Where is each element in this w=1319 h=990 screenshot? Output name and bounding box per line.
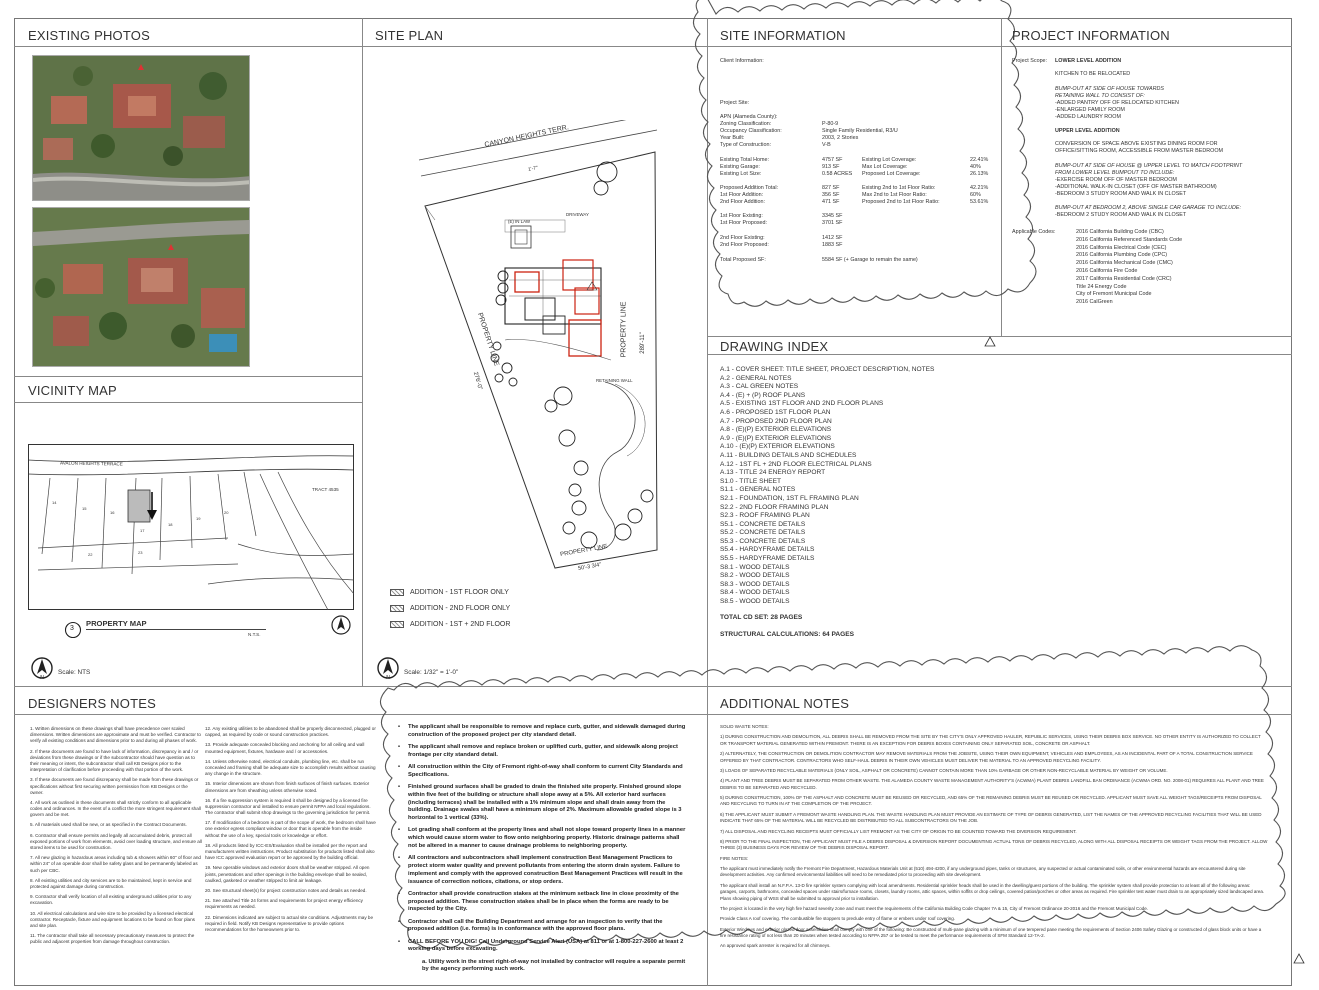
legend-label: ADDITION - 1ST + 2ND FLOOR [410, 621, 511, 628]
site-plan-drawing [365, 120, 705, 590]
drawing-index-title: DRAWING INDEX [720, 339, 829, 354]
site-info-key: Occupancy Classification: [720, 128, 782, 134]
aerial-photo-1 [32, 55, 250, 201]
property-map-number: 3 [70, 625, 74, 632]
drawing-index-item: A.1 - COVER SHEET: TITLE SHEET, PROJECT DESCRIPTION, NOTES [720, 366, 935, 373]
designers-note: 18. All products listed by ICC-ES/Evaluation shall be installed per the report and manufacturers written instructions. Product substitution for products listed shall also have ICC approved evaluation report or be approved by the building official. [205, 842, 375, 861]
legend-swatch [390, 605, 404, 612]
site-info-key-2: Proposed 2nd to 1st Floor Ratio: [862, 199, 940, 205]
vicinity-map-title: VICINITY MAP [28, 383, 117, 398]
additional-note: 5) DURING CONSTRUCTION, 100% OF THE ASPHALT AND CONCRETE MUST BE REUSED OR RECYCLED, AND 65% OF THE REMAINING DEBRIS MUST BE REUSED OR RECYCLED. APPLICANT MUST SAVE ALL WEIGHT TAGS/RECEIPTS FROM DISPOSAL AND RECYCLING TO TURN IN AT THE COMPLETION OF THE PROJECT. [720, 795, 1262, 807]
drawing-index-item: S5.2 - CONCRETE DETAILS [720, 529, 806, 537]
svg-text:18: 18 [168, 522, 173, 527]
upper-level-line-9: -BEDROOM 2 STUDY ROOM AND WALK IN CLOSET [1055, 212, 1187, 218]
site-info-key-2: Existing 2nd to 1st Floor Ratio: [862, 185, 936, 191]
additional-note: 8) PRIOR TO THE FINAL INSPECTION, THE APPLICANT MUST FILE A DEBRIS DISPOSAL & DIVERSION REPORT DOCUMENTING ACTUAL TONS OF DEBRIS RECYCLED, ALONG WITH ALL DISPOSAL RECEIPTS OR WEIGHT TAGS FROM THE PROJECT. ALLOW THREE (3) BUSINESS DAYS FOR REVIEW OF THE DEBRIS DISPOSAL REPORT. [720, 838, 1268, 851]
upper-level-line-5: -EXERCISE ROOM OFF OF MASTER BEDROOM [1055, 177, 1177, 183]
svg-text:N: N [386, 675, 390, 680]
designers-note: 4. All work as outlined in these documents shall strictly conform to all applicable codes and ordinances. In the event of a conflict the more stringent requirement shall govern and be met. [30, 799, 201, 818]
designers-note-bullet: • Lot grading shall conform at the property lines and shall not slope toward property lines in a manner which would cause storm water to flow onto neighboring property. Historic drainage patterns shall not be altered in a manner to cause drainage problems to neighboring property. [398, 827, 686, 850]
site-info-key-2: Existing Lot Coverage: [862, 157, 917, 163]
site-info-key: Type of Construction: [720, 142, 771, 148]
designers-note: 21. See attached Title 24 forms and requirements for project energy efficiency requirements as needed. [205, 898, 363, 910]
applicable-code-item: 2016 California Building Code (CBC) [1076, 229, 1164, 235]
legend-label: ADDITION - 1ST FLOOR ONLY [410, 589, 509, 596]
legend-label: ADDITION - 2ND FLOOR ONLY [410, 605, 511, 612]
designers-note-sub-bullet: a. Utility work in the street right-of-way not installed by contractor will require a separate permit by the agency performing such work. [422, 958, 686, 973]
drawing-index-list [720, 366, 934, 607]
additional-notes-body [720, 724, 1268, 954]
designers-note-bullet: • The applicant shall remove and replace broken or uplifted curb, gutter, and sidewalk along project frontage per city standard detail. [398, 744, 686, 760]
site-info-key-2: Proposed Lot Coverage: [862, 171, 921, 177]
site-info-key: Existing Garage: [720, 164, 760, 170]
site-info-key: 2nd Floor Addition: [720, 199, 765, 205]
applicable-code-item: 2016 California Plumbing Code (CPC) [1076, 252, 1168, 259]
designers-note: 19. New operable windows and exterior doors shall be weather stripped. All open joints, penetrations and other openings in the building envelope shall be sealed, caulked, gasketed or weather stripped to limit air leakage. [205, 865, 370, 883]
svg-text:19: 19 [196, 516, 201, 521]
vicinity-map-street: AVALON HEIGHTS TERRACE [59, 460, 123, 467]
lower-level-line-2: BUMP-OUT AT SIDE OF HOUSE TOWARDS [1055, 86, 1165, 92]
designers-note-bullet: • CALL BEFORE YOU DIG! Call Underground Service Alert (USA) at 811 or at 1-800-227-2600 at least 2 working days before excavating. [398, 939, 686, 955]
designers-note: 8. All existing utilities and city services are to be maintained, kept in service and protected against damage during construction. [30, 877, 192, 889]
drawing-index-item: A.13 - TITLE 24 ENERGY REPORT [720, 469, 826, 477]
drawing-index-item: A.12 - 1ST FL + 2ND FLOOR ELECTRICAL PLANS [720, 460, 872, 468]
designers-note: 14. Unless otherwise noted, electrical conduits, plumbing line, etc. shall be run concealed and framing shall be adequate size to accomplish results without causing any change in the structure. [205, 758, 376, 777]
lower-level-line-5: -ENLARGED FAMILY ROOM [1055, 107, 1125, 113]
site-info-value: Single Family Residential, R3/U [822, 128, 898, 134]
drawing-index-item: A.9 - (E)(P) EXTERIOR ELEVATIONS [720, 434, 832, 442]
site-info-key: 2nd Floor Proposed: [720, 242, 769, 248]
drawing-index-item: S5.1 - CONCRETE DETAILS [720, 520, 806, 528]
upper-level-line-7: -BEDROOM 3 STUDY ROOM AND WALK IN CLOSET [1055, 191, 1187, 197]
site-info-value-2: 26.13% [970, 171, 989, 177]
designers-notes-col-2 [205, 726, 377, 937]
site-plan-property-line-left: PROPERTY LINE [475, 311, 500, 368]
site-info-value: V-B [822, 142, 831, 148]
site-info-value: P-80-9 [822, 121, 839, 127]
site-info-value-2: 40% [970, 164, 981, 170]
site-information-title: SITE INFORMATION [720, 28, 846, 43]
designers-note: 15. Interior dimensions are shown from finish surfaces of finish surfaces. Exterior dimensions are from sheathing unless otherwise noted. [205, 781, 370, 793]
designers-note: 16. If a fire suppression system is required it shall be designed by a licensed fire suppression contractor and installed to ensure permit NFPA and local regulations. The contractor shall submit shop drawings to the governing jurisdiction for permit. [205, 797, 371, 816]
site-info-key: Proposed Addition Total: [720, 185, 779, 191]
designers-notes-bullets [398, 724, 686, 974]
designers-note: 12. Any existing utilities to be abandoned shall be properly disconnected, plugged or capped, as required by code or sound construction practices. [205, 726, 376, 738]
total-proposed-sf-value: 5584 SF (+ Garage to remain the same) [822, 257, 918, 263]
additional-note: Provide Class A roof covering. The combustible fire stoppers to preclude entry of flame or embers under roof covering. [720, 916, 956, 922]
drawing-index-item: S2.1 - FOUNDATION, 1ST FL FRAMING PLAN [720, 494, 859, 502]
designers-note: 2. If these documents are found to have lack of information, discrepancy in and / or deviations from these drawings or if the subcontractor should have question as to their meaning or intent, the subcontractor shall call KB Designs prior to the interpretation of clarification before proceeding with that portion of the work. [30, 748, 199, 773]
additional-note: 1) DURING CONSTRUCTION AND DEMOLITION, ALL DEBRIS SHALL BE REMOVED FROM THE SITE BY THE CITY'S ONLY APPROVED HAULER, REPUBLIC SERVICES, USING THEIR DEBRIS BOX SERVICE. NO OTHER ENTITY IS AUTHORIZED TO COLLECT OR TRANSPORT MATERIAL GENERATED WITHIN FREMONT. THERE IS AN EXCEPTION FOR DEBRIS BOXES CONTAINING ONLY SEPARATED SOIL, CONCRETE OR ASPHALT. [720, 734, 1261, 746]
site-info-key: 1st Floor Proposed: [720, 220, 768, 226]
applicable-code-item: 2016 California Fire Code [1076, 268, 1138, 274]
additional-note: The applicant shall install an N.F.P.A. 13-D fire sprinkler system complying with local amendments. Residential sprinkler heads shall be used in the dwelling/guest portions of the building. The sprinkler system shall provide protection to at least all of the following areas: garages, carports, bathrooms, concealed spaces under stairs/furnace rooms, closets, laundry rooms, attic spaces, within soffits or drop ceilings, covered patios/porches or other areas as required. Fire sprinkler test water must drain to an appropriately sized landscaped area. Plans showing piping of WSS shall be submitted to approval prior to installation. [720, 882, 1265, 901]
site-info-key: 2nd Floor Existing: [720, 235, 765, 241]
vicinity-map-tract: TRACT 4535 [312, 487, 339, 492]
client-information-label: Client Information: [720, 58, 764, 64]
designers-note: 22. Dimensions indicated are subject to actual site conditions. Adjustments may be required in field. Notify KB Designs representative to provide options recommendations for the homeowners prior to. [205, 914, 374, 932]
applicable-code-item: 2016 California Electrical Code (CEC) [1076, 244, 1167, 251]
site-info-value: 0.58 ACRES [822, 171, 853, 177]
designers-note-bullet: • Finished ground surfaces shall be graded to drain the finished site properly. Finished ground slope within five feet of the building or structure shall slope away at a 5%. All exterior hard surfaces (including terraces) shall be installed with a 1% minimum slope and shall drain away from the building. Drainage swales shall have a minimum slope of 2%. Maximum allowable graded slope is 3 horizontal to 1 vertical (33%). [398, 784, 686, 823]
additional-note: An approved spark arrester is required for all chimneys. [720, 943, 831, 949]
site-info-value: 1883 SF [822, 242, 843, 248]
site-info-key: Year Built: [720, 135, 745, 141]
vicinity-north-arrow-icon [30, 656, 54, 680]
drawing-index-item: A.7 - PROPOSED 2ND FLOOR PLAN [720, 417, 832, 425]
site-info-value: 3345 SF [822, 213, 843, 219]
applicable-code-item: 2016 CalGreen [1076, 299, 1113, 306]
designers-note-bullet: • All construction within the City of Fremont right-of-way shall conform to current City Standards and Specifications. [398, 764, 686, 780]
additional-note: The applicant must immediately notify the Fremont Fire Department, Hazardous Materials Unit at (510) 494-4200, if any underground pipes, tanks or structures, any suspected or actual contaminated soils, or other environmental hazards are encountered during site development activities. Any confirmed environmental liabilities will need to be remediated prior to proceeding with site development. [720, 866, 1246, 878]
legend-item-2nd-floor [390, 605, 510, 612]
legend-item-both-floors [390, 621, 510, 628]
lower-level-line-6: -ADDED LAUNDRY ROOM [1055, 114, 1121, 120]
site-plan-property-line-right: PROPERTY LINE [620, 301, 628, 358]
designers-note: 1. Written dimensions on these drawings shall have precedence over scaled dimensions. Written dimensions are approximate and must be verified. Contractor to verify all existing conditions and dimensions prior to and during all phases of work. [30, 726, 201, 744]
legend-swatch [390, 621, 404, 628]
applicable-code-item: Title 24 Energy Code [1076, 283, 1127, 290]
site-info-value-2: 53.61% [970, 199, 989, 205]
drawing-index-item: S5.4 - HARDYFRAME DETAILS [720, 546, 815, 554]
designers-note: 3. If these documents are found discrepancy shall be made from these drawings or specifications without first securing written permission from KB Designs or the owner. [30, 777, 199, 795]
drawing-index-item: A.10 - (E)(P) EXTERIOR ELEVATIONS [720, 443, 835, 451]
site-plan-dim-left: 276'-0" [471, 371, 483, 391]
site-plan-title: SITE PLAN [375, 28, 444, 43]
upper-level-line-8: BUMP-OUT AT BEDROOM 2, ABOVE SINGLE CAR GARAGE TO INCLUDE: [1055, 205, 1242, 211]
site-plan-north-arrow-icon [376, 656, 400, 680]
site-plan-scale: Scale: 1/32" = 1'-0" [404, 669, 459, 676]
site-info-key: APN (Alameda County): [720, 114, 778, 120]
designers-note: 10. All electrical calculations and wire size to be provided by a licensed electrical contractor. Receptacle, fixture and equipment locations to be found on floor plans and site plan. [30, 910, 195, 928]
drawing-index-item: S8.2 - WOOD DETAILS [720, 572, 790, 580]
site-plan-driveway-label: DRIVEWAY [566, 212, 589, 217]
site-info-key: 1st Floor Existing: [720, 213, 763, 219]
drawing-index-item: S8.4 - WOOD DETAILS [720, 589, 790, 597]
designers-note: 9. Contractor shall verify location of all existing underground utilities prior to any excavation. [30, 894, 192, 906]
additional-note: FIRE NOTES: [720, 855, 749, 861]
lower-level-line-4: -ADDED PANTRY OFF OF RELOCATED KITCHEN [1055, 100, 1179, 106]
total-cd-set: TOTAL CD SET: 28 PAGES [720, 614, 803, 621]
structural-calculations: STRUCTURAL CALCULATIONS: 64 PAGES [720, 631, 855, 638]
aerial-photo-2 [32, 207, 250, 367]
site-info-value: 4757 SF [822, 157, 843, 163]
site-info-value: 827 SF [822, 185, 840, 191]
site-plan-dim-top: 1'-7" [527, 165, 539, 173]
upper-level-line-4: FROM LOWER LEVEL BUMPOUT TO INCLUDE: [1055, 170, 1175, 176]
svg-text:N: N [40, 675, 44, 680]
drawing-index-item: S1.0 - TITLE SHEET [720, 477, 782, 485]
additional-note: 3) LOADS OF SEPARATED RECYCLABLE MATERIALS (ONLY SOIL, ASPHALT OR CONCRETE) CANNOT CONTAIN MORE THAN 10% GARBAGE OR OTHER NON-RECYCLABLE MATERIAL BY WEIGHT OR VOLUME. [720, 767, 1168, 773]
site-info-value: 913 SF [822, 164, 840, 170]
additional-note: 2) ALTERNATELY, THE CONSTRUCTION OR DEMOLITION CONTRACTOR MAY REMOVE MATERIALS FROM THE JOBSITE, USING THEIR OWN EQUIPMENT, VEHICLES AND EMPLOYEES, AS AN INCIDENTAL PART OF A TOTAL CONSTRUCTION SERVICE OFFERED BY THAT CONTRACTOR. CONTRACTORS WHO SELF-HAUL DEBRIS IN THEIR OWN VEHICLES MUST DELIVER THE MATERIAL TO AN APPROVED RECYCLING FACILITY. [720, 751, 1253, 763]
total-proposed-sf-label: Total Proposed SF: [720, 257, 766, 263]
lower-level-title: LOWER LEVEL ADDITION [1055, 58, 1122, 64]
property-map-label: PROPERTY MAP [86, 619, 147, 628]
designers-note: 6. Contractor shall ensure permits and legally all accumulated debris, protect all exposed portions of work from elements, avoid over loading structure, and ensure all stored items to be used for construction. [30, 832, 202, 850]
site-plan-in-law-label: (E) IN LAW [508, 219, 531, 224]
drawing-index-item: A.8 - (E)(P) EXTERIOR ELEVATIONS [720, 426, 832, 434]
applicable-code-item: 2016 California Referenced Standards Code [1076, 236, 1183, 243]
upper-level-title: UPPER LEVEL ADDITION [1055, 128, 1120, 134]
applicable-code-item: City of Fremont Municipal Code [1076, 291, 1152, 298]
drawing-index-item: S2.2 - 2ND FLOOR FRAMING PLAN [720, 503, 829, 511]
designers-notes-title: DESIGNERS NOTES [28, 696, 156, 711]
additional-note: 6) THE APPLICANT MUST SUBMIT A FREMONT WASTE HANDLING PLAN. THE WASTE HANDLING PLAN MUST PROVIDE AN ESTIMATE OF TYPE OF DEBRIS GENERATED, LIST THE NAMES OF THE APPROVED RECYCLING FACILITIES THAT WILL BE USED INDICATE THAT 65% OF THE MATERIAL WILL BE RECYCLED BE DISTRIBUTED TO ALL SUBCONTRACTORS ON THE JOB. [720, 811, 1262, 824]
project-scope-label: Project Scope: [1012, 58, 1048, 64]
lower-level-line-3: RETAINING WALL TO CONSIST OF: [1055, 93, 1145, 99]
designers-note: 17. If modification of a bedroom is part of the scope of work, the bedroom shall have one exterior egress compliant window or door that is operable from the inside without the use of a key, special tools or knowledge or effort. [205, 820, 376, 838]
designers-note-bullet: • The applicant shall be responsible to remove and replace curb, gutter, and sidewalk damaged during construction of the proposed project per city standard detail. [398, 724, 686, 740]
upper-level-line-3: BUMP-OUT AT SIDE OF HOUSE @ UPPER LEVEL TO MATCH FOOTPRINT [1055, 163, 1243, 169]
site-info-value: 356 SF [822, 192, 840, 198]
existing-photos-title: EXISTING PHOTOS [28, 28, 150, 43]
drawing-index-item: A.4 - (E) + (P) ROOF PLANS [720, 391, 806, 399]
site-info-value: 1412 SF [822, 235, 843, 241]
svg-text:20: 20 [224, 510, 229, 515]
designers-note: 11. The contractor shall take all necessary precautionary measures to protect the public and adjacent properties from damage throughout construction. [30, 933, 195, 945]
drawing-index-item: S5.5 - HARDYFRAME DETAILS [720, 555, 815, 563]
site-info-value-2: 60% [970, 192, 981, 198]
site-info-value: 471 SF [822, 199, 840, 205]
site-info-value: 2003, 2 Stories [822, 135, 859, 141]
designers-note-bullet: • Contractor shall provide construction stakes at the minimum setback line in close proximity of the proposed addition. These construction stakes shall be in place when the forms are ready to be inspected by the City. [398, 891, 686, 914]
site-plan-retaining-wall-label: RETAINING WALL [596, 378, 633, 383]
applicable-code-item: 2017 California Residential Code (CRC) [1076, 275, 1172, 282]
legend-item-1st-floor [390, 589, 509, 596]
designers-note: 7. All new glazing in hazardous areas including tub & showers within 60" of floor and within 24" of an operable door shall be safety glass and be permanently labeled as such per CBC. [30, 855, 201, 873]
designers-note-bullet: • Contractor shall call the Building Department and arrange for an inspection to verify that the proposed addition (i.e. forms) is in conformance with the approved floor plans. [398, 919, 686, 935]
site-info-key: Existing Lot Size: [720, 171, 762, 177]
vicinity-map-drawing [28, 444, 354, 610]
additional-note: 4) PLANT AND TREE DEBRIS MUST BE SEPARATED FROM OTHER WASTE. THE ALAMEDA COUNTY WASTE MANAGEMENT AUTHORITY'S (ACWMA) PLANT DEBRIS LANDFILL BAN ORDINANCE (ACWMA ORD. NO. 2008-01) REQUIRES ALL PLANT AND TREE DEBRIS TO BE SEPARATED AND RECYCLED. [720, 778, 1264, 790]
upper-level-line-6: -ADDITIONAL WALK-IN CLOSET (OFF OF MASTER BATHROOM) [1055, 184, 1217, 190]
designers-note: 13. Provide adequate concealed blocking and anchoring for all ceiling and wall mounted equipment, fixtures, hardware and / or accessories. [205, 742, 365, 754]
site-info-value: 3701 SF [822, 220, 843, 226]
drawing-index-item: A.2 - GENERAL NOTES [720, 374, 792, 382]
vicinity-map-scale: Scale: NTS [58, 669, 91, 676]
additional-note: 7) ALL DISPOSAL AND RECYCLING RECEIPTS MUST OFFICIALLY LIST FREMONT AS THE CITY OF ORIGIN TO BE COUNTED TOWARD THE DIVERSION REQUIREMENT. [720, 828, 1077, 834]
upper-level-line-2: OFFICE/SITTING ROOM, ACCESSIBLE FROM MASTER BEDROOM [1055, 148, 1224, 154]
drawing-index-item: S2.3 - ROOF FRAMING PLAN [720, 512, 810, 520]
site-plan-dim-right: 289'-11" [639, 332, 646, 354]
drawing-index-item: S5.3 - CONCRETE DETAILS [720, 537, 806, 545]
drawing-index-item: A.5 - EXISTING 1ST FLOOR AND 2ND FLOOR PLANS [720, 400, 884, 408]
project-information-title: PROJECT INFORMATION [1012, 28, 1170, 43]
additional-note: Exterior Windows and exterior glazed door assemblies shall comply with one of the following: Be constructed of multi-pane glazing with a minimum of one tempered pane meeting the requirements of Section 2406 Safety Glazing or constructed of glass block units or have a fire resistance rating of not less than 20 minutes when tested according to NFPA 257 or be tested to meet the performance requirements of SFM Standard 12-7A-2. [720, 926, 1262, 938]
drawing-index-item: S8.3 - WOOD DETAILS [720, 580, 790, 588]
svg-text:16: 16 [110, 510, 115, 515]
drawing-index-item: S8.5 - WOOD DETAILS [720, 598, 790, 606]
svg-text:23: 23 [138, 550, 143, 555]
drawing-index-item: A.3 - CAL GREEN NOTES [720, 383, 799, 391]
site-info-key-2: Max Lot Coverage: [862, 164, 908, 170]
drawing-index-item: S1.1 - GENERAL NOTES [720, 486, 796, 494]
svg-text:15: 15 [82, 506, 87, 511]
drawing-index-item: S8.1 - WOOD DETAILS [720, 563, 790, 571]
drawing-index-item: A.6 - PROPOSED 1ST FLOOR PLAN [720, 408, 831, 416]
site-plan-dim-bottom: 50'-3 3/4" [577, 561, 602, 573]
site-info-value-2: 22.41% [970, 157, 989, 163]
applicable-code-item: 2016 California Mechanical Code (CMC) [1076, 260, 1173, 267]
property-map-underline [86, 629, 266, 630]
project-site-label: Project Site: [720, 100, 750, 106]
drawing-index-item: A.11 - BUILDING DETAILS AND SCHEDULES [720, 451, 857, 459]
svg-text:22: 22 [88, 552, 93, 557]
applicable-codes-label: Applicable Codes: [1012, 229, 1056, 235]
site-info-key-2: Max 2nd to 1st Floor Ratio: [862, 192, 927, 198]
designers-note: 20. See structural sheet(s) for project construction notes and details as needed. [205, 887, 367, 893]
additional-note: The project is located in the very high fire hazard severity zone and must meet the requirements of the California Building Code Chapter 7A & 15, City of Fremont Ordinance 20-2016 and the Fremont Municipal Code. [720, 905, 1148, 911]
solid-waste-heading: SOLID WASTE NOTES: [720, 724, 769, 729]
designers-note-bullet: • All contractors and subcontractors shall implement construction Best Management Practices to protect storm water quality and prevent pollutants from entering the storm drain system. Failure to implement and comply with the approved construction Best Management Practices will result in the issuance of correction notices, citations, or stop orders. [398, 855, 686, 886]
site-info-key: Existing Total Home: [720, 157, 770, 163]
site-info-value-2: 42.21% [970, 185, 989, 191]
site-plan-street-label: CANYON HEIGHTS TERR. [484, 124, 570, 149]
site-info-key: 1st Floor Addition: [720, 192, 764, 198]
property-map-nts: N.T.S. [248, 632, 261, 637]
site-info-key: Zoning Classification: [720, 121, 772, 127]
additional-notes-title: ADDITIONAL NOTES [720, 696, 850, 711]
legend-swatch [390, 589, 404, 596]
site-plan-property-line-bottom: PROPERTY LINE [559, 543, 608, 559]
svg-text:17: 17 [140, 528, 145, 533]
designers-notes-col-1 [30, 726, 202, 949]
svg-text:14: 14 [52, 500, 57, 505]
designers-note: 5. All materials used shall be new, or as specified in the Contract Documents. [30, 822, 187, 828]
upper-level-line-1: CONVERSION OF SPACE ABOVE EXISTING DINING ROOM FOR [1055, 141, 1218, 147]
lower-level-line-1: KITCHEN TO BE RELOCATED [1055, 71, 1131, 77]
vicinity-north-arrow-small-icon [330, 614, 352, 636]
